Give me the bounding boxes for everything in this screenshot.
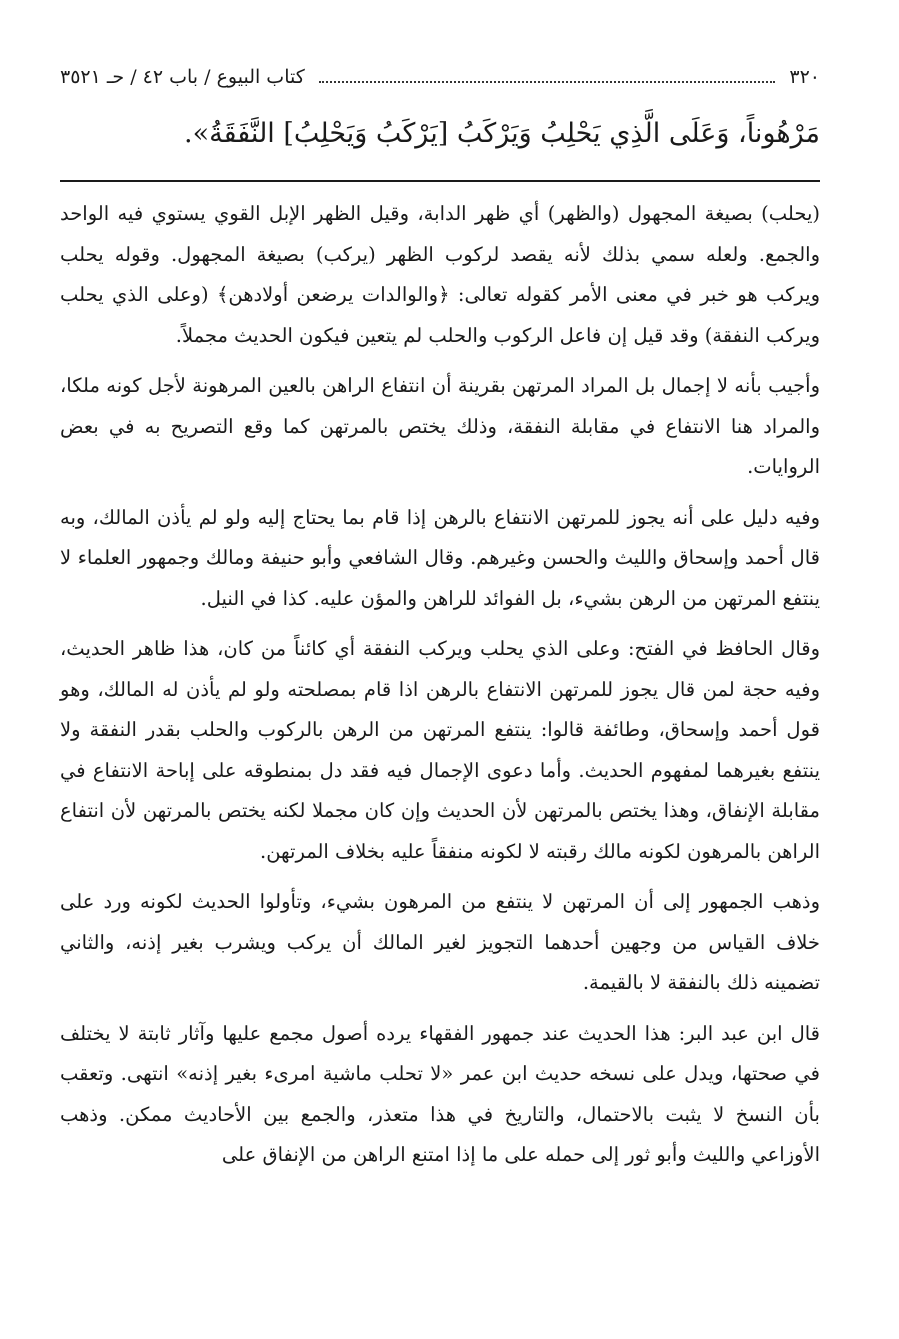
running-header	[60, 60, 820, 94]
commentary-paragraph: وأجيب بأنه لا إجمال بل المراد المرتهن بقرينة أن انتفاع الراهن بالعين المرهونة لأجل كونه ملكا، والمراد هنا الانتفاع في مقابلة النفقة، وذلك يختص بالمرتهن كما وقع التصريح به في بعض الروايات.	[60, 374, 820, 478]
commentary-paragraph: قال ابن عبد البر: هذا الحديث عند جمهور الفقهاء يرده أصول مجمع عليها وآثار ثابتة لا يختلف في صحتها، ويدل على نسخه حديث ابن عمر «لا تحلب ماشية امرىء بغير إذنه» انتهى. وتعقب بأن النسخ لا يثبت بالاحتمال، والتاريخ في هذا متعذر، والجمع بين الأحاديث ممكن. وذهب الأوزاعي والليث وأبو ثور إلى حمله على ما إذا امتنع الراهن من الإنفاق على	[60, 1021, 820, 1166]
hadith-text: مَرْهُوناً، وَعَلَى الَّذِي يَحْلِبُ وَيَرْكَبُ [يَرْكَبُ وَيَحْلِبُ] النَّفَقَةُ».	[184, 118, 820, 149]
commentary-paragraph: وذهب الجمهور إلى أن المرتهن لا ينتفع من المرهون بشيء، وتأولوا الحديث لكونه ورد على خلاف القياس من وجهين أحدهما التجويز لغير المالك أن يركب ويشرب بغير إذنه، والثاني تضمينه ذلك بالنفقة لا بالقيمة.	[60, 890, 820, 994]
book-title: كتاب البيوع / باب ٤٢ / حـ ٣٥٢١	[60, 66, 305, 88]
book-page	[60, 60, 820, 1186]
dotted-leader	[319, 63, 776, 83]
commentary	[60, 194, 820, 1176]
commentary-paragraph: وفيه دليل على أنه يجوز للمرتهن الانتفاع بالرهن إذا قام بما يحتاج إليه ولو لم يأذن المالك، وبه قال أحمد وإسحاق والليث والحسن وغيرهم. وقال الشافعي وأبو حنيفة ومالك وجمهور العلماء لا ينتفع المرتهن من الرهن بشيء، بل الفوائد للراهن والمؤن عليه. كذا في النيل.	[60, 505, 820, 610]
divider-rule	[60, 180, 820, 182]
page-number: ٣٢٠	[789, 66, 820, 88]
commentary-paragraph: وقال الحافظ في الفتح: وعلى الذي يحلب ويركب النفقة أي كائناً من كان، هذا ظاهر الحديث، وفيه حجة لمن قال يجوز للمرتهن الانتفاع بالرهن اذا قام بمصلحته ولو لم يأذن له المالك، وهو قول أحمد وإسحاق، وطائفة قالوا: ينتفع المرتهن من الرهن بالركوب والحلب بقدر النفقة ولا ينتفع بغيرهما لمفهوم الحديث. وأما دعوى الإجمال فيه فقد دل بمنطوقه على إباحة الانتفاع في مقابلة الإنفاق، وهذا يختص بالمرتهن لأن الحديث وإن كان مجملا لكنه يختص بالمرتهن لأن انتفاع الراهن بالمرهون لكونه مالك رقبته لا لكونه منفقاً عليه بخلاف المرتهن.	[60, 637, 820, 863]
commentary-paragraph: (يحلب) بصيغة المجهول (والظهر) أي ظهر الدابة، وقيل الظهر الإبل القوي يستوي فيه الواحد والجمع. ولعله سمي بذلك لأنه يقصد لركوب الظهر (يركب) بصيغة المجهول. وقوله يحلب ويركب هو خبر في معنى الأمر كقوله تعالى: ﴿والوالدات يرضعن أولادهن﴾ (وعلى الذي يحلب ويركب النفقة) وقد قيل إن فاعل الركوب والحلب لم يتعين فيكون الحديث مجملاً.	[60, 202, 820, 347]
